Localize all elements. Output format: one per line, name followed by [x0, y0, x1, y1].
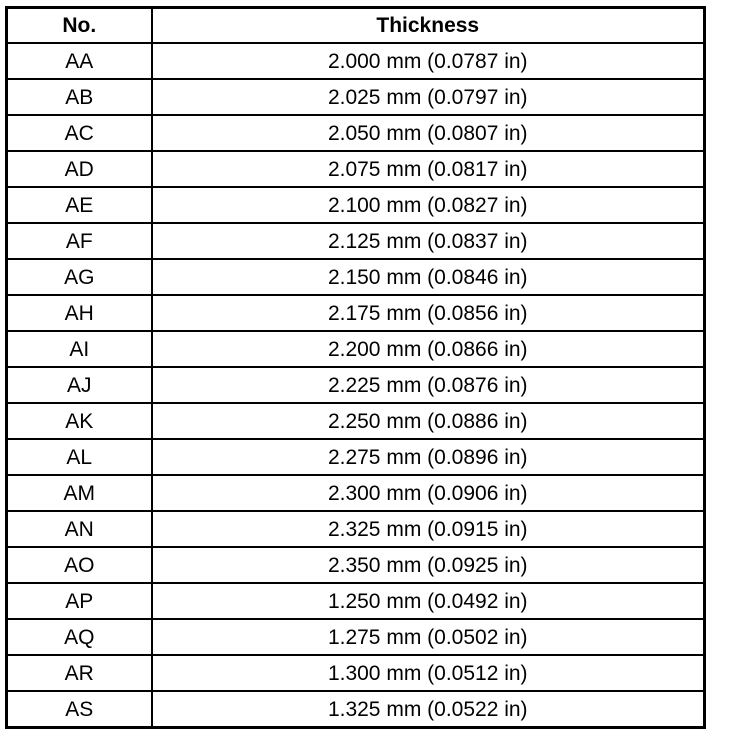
cell-thickness: 2.225 mm (0.0876 in) [152, 367, 705, 403]
table-row [7, 439, 705, 475]
table-row [7, 511, 705, 547]
cell-no: AD [7, 151, 152, 187]
cell-thickness: 1.325 mm (0.0522 in) [152, 691, 705, 728]
cell-no: AR [7, 655, 152, 691]
cell-no: AK [7, 403, 152, 439]
cell-thickness: 2.350 mm (0.0925 in) [152, 547, 705, 583]
cell-thickness: 2.250 mm (0.0886 in) [152, 403, 705, 439]
cell-thickness: 2.175 mm (0.0856 in) [152, 295, 705, 331]
thickness-table [5, 6, 706, 729]
cell-no: AS [7, 691, 152, 728]
table-row [7, 655, 705, 691]
table-row [7, 331, 705, 367]
cell-no: AI [7, 331, 152, 367]
table-row [7, 583, 705, 619]
table-row [7, 79, 705, 115]
cell-no: AC [7, 115, 152, 151]
cell-thickness: 1.300 mm (0.0512 in) [152, 655, 705, 691]
table-row [7, 295, 705, 331]
table-row [7, 403, 705, 439]
table-row [7, 115, 705, 151]
table-row [7, 223, 705, 259]
cell-thickness: 2.100 mm (0.0827 in) [152, 187, 705, 223]
cell-thickness: 1.275 mm (0.0502 in) [152, 619, 705, 655]
cell-thickness: 2.050 mm (0.0807 in) [152, 115, 705, 151]
cell-no: AN [7, 511, 152, 547]
cell-no: AL [7, 439, 152, 475]
cell-thickness: 2.075 mm (0.0817 in) [152, 151, 705, 187]
cell-thickness: 1.250 mm (0.0492 in) [152, 583, 705, 619]
cell-no: AM [7, 475, 152, 511]
cell-thickness: 2.275 mm (0.0896 in) [152, 439, 705, 475]
cell-no: AB [7, 79, 152, 115]
cell-thickness: 2.150 mm (0.0846 in) [152, 259, 705, 295]
table-header [7, 8, 705, 44]
table-row [7, 619, 705, 655]
cell-thickness: 2.000 mm (0.0787 in) [152, 43, 705, 79]
cell-no: AO [7, 547, 152, 583]
cell-thickness: 2.300 mm (0.0906 in) [152, 475, 705, 511]
cell-thickness: 2.025 mm (0.0797 in) [152, 79, 705, 115]
table-body [7, 43, 705, 728]
cell-thickness: 2.125 mm (0.0837 in) [152, 223, 705, 259]
table-row [7, 259, 705, 295]
cell-no: AF [7, 223, 152, 259]
table-row [7, 547, 705, 583]
cell-thickness: 2.200 mm (0.0866 in) [152, 331, 705, 367]
table-row [7, 691, 705, 728]
cell-no: AQ [7, 619, 152, 655]
cell-no: AJ [7, 367, 152, 403]
cell-no: AP [7, 583, 152, 619]
cell-thickness: 2.325 mm (0.0915 in) [152, 511, 705, 547]
header-row [7, 8, 705, 44]
table-row [7, 367, 705, 403]
cell-no: AG [7, 259, 152, 295]
table-row [7, 151, 705, 187]
cell-no: AA [7, 43, 152, 79]
header-thickness: Thickness [152, 8, 705, 44]
table-row [7, 475, 705, 511]
table-row [7, 187, 705, 223]
table-row [7, 43, 705, 79]
header-no: No. [7, 8, 152, 44]
cell-no: AE [7, 187, 152, 223]
cell-no: AH [7, 295, 152, 331]
